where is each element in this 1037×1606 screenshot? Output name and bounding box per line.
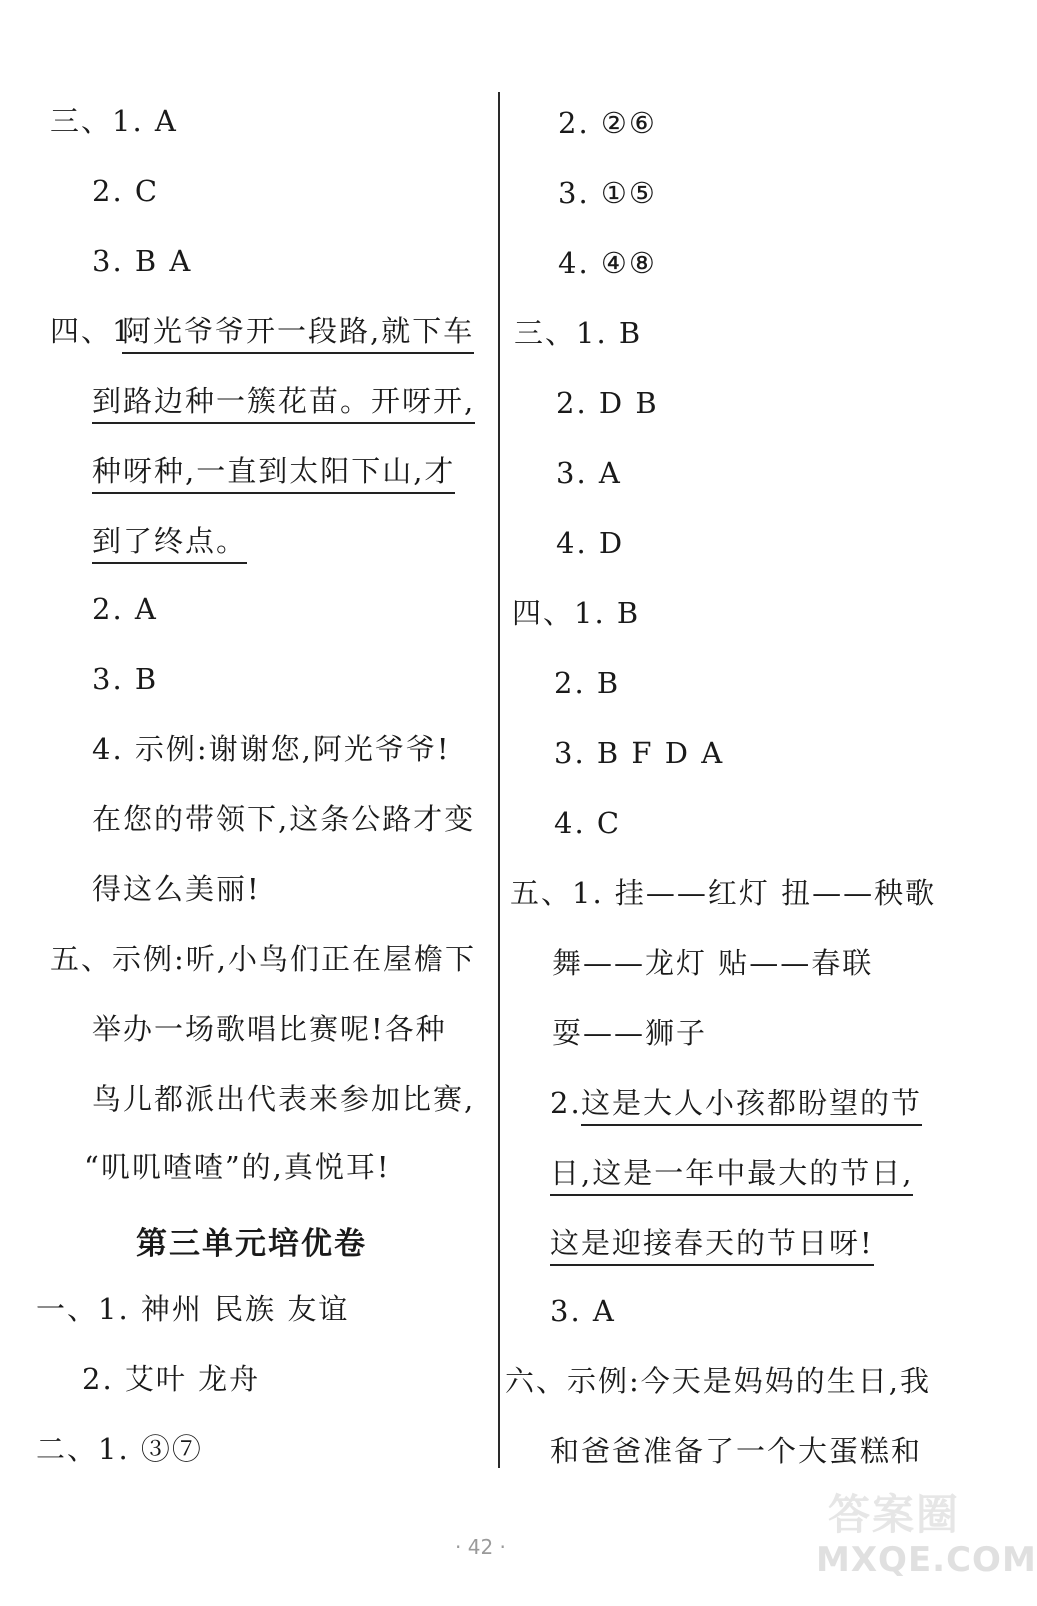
answer-line: 4. D (556, 526, 625, 560)
answer-line: 3. A (556, 456, 622, 490)
underlined-answer: 种呀种,一直到太阳下山,才 (92, 454, 455, 494)
answer-line: 一、1. 神州 民族 友谊 (36, 1292, 350, 1326)
answer-line: 3. B (92, 662, 159, 696)
answer-line: 鸟儿都派出代表来参加比赛, (92, 1082, 476, 1116)
answer-line: 和爸爸准备了一个大蛋糕和 (550, 1434, 923, 1468)
page-number: · 42 · (455, 1535, 506, 1559)
answer-line: 得这么美丽! (92, 872, 261, 906)
answer-line: 2. A (92, 592, 158, 626)
answer-line: 3. A (550, 1294, 616, 1328)
answer-line: 舞——龙灯 贴——春联 (552, 946, 874, 980)
answer-line: 举办一场歌唱比赛呢!各种 (92, 1012, 447, 1046)
answer-line: 五、示例:听,小鸟们正在屋檐下 (50, 942, 476, 976)
answer-line: 2. ②⑥ (558, 106, 657, 140)
column-divider (498, 92, 500, 1468)
answer-line: 二、1. ③⑦ (36, 1432, 203, 1466)
answer-line: 耍——狮子 (552, 1016, 708, 1050)
underlined-answer: 阿光爷爷开一段路,就下车 (122, 314, 474, 354)
section-heading: 第三单元培优卷 (136, 1226, 367, 1262)
answer-line: “叽叽喳喳”的,真悦耳! (84, 1150, 391, 1184)
answer-line: 六、示例:今天是妈妈的生日,我 (505, 1364, 931, 1398)
underlined-answer: 这是大人小孩都盼望的节 (581, 1086, 922, 1126)
answer-line: 五、1. 挂——红灯 扭——秧歌 (510, 876, 937, 910)
answer-line: 3. B F D A (554, 736, 725, 770)
answer-line: 4. C (554, 806, 622, 840)
answer-line: 四、1. (50, 314, 144, 348)
answer-line: 4. 示例:谢谢您,阿光爷爷! (92, 732, 451, 766)
answer-line: 2. (550, 1086, 582, 1120)
answer-line: 3. B A (92, 244, 193, 278)
answer-line: 三、1. B (514, 316, 643, 350)
underlined-answer: 到路边种一簇花苗。开呀开, (92, 384, 475, 424)
answer-line: 4. ④⑧ (558, 246, 657, 280)
answer-line: 四、1. B (512, 596, 641, 630)
answer-line: 3. ①⑤ (558, 176, 657, 210)
answer-line: 2. B (554, 666, 621, 700)
underlined-answer: 到了终点。 (92, 524, 247, 564)
watermark-logo (816, 1482, 1037, 1600)
watermark-text-top: 答案圈 (828, 1490, 961, 1539)
underlined-answer: 日,这是一年中最大的节日, (550, 1156, 913, 1196)
answer-line: 三、1. A (50, 104, 178, 138)
answer-line: 2. 艾叶 龙舟 (82, 1362, 261, 1396)
answer-line: 2. C (92, 174, 160, 208)
answer-line: 在您的带领下,这条公路才变 (92, 802, 476, 836)
watermark-text-bottom: MXQE.COM (816, 1540, 1037, 1580)
underlined-answer: 这是迎接春天的节日呀! (550, 1226, 874, 1266)
answer-line: 2. D B (556, 386, 659, 420)
